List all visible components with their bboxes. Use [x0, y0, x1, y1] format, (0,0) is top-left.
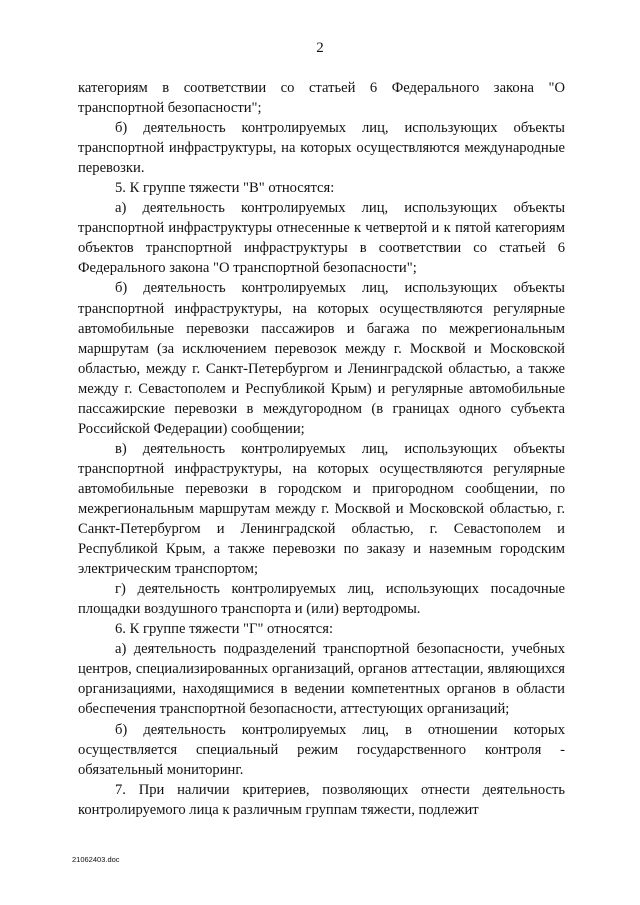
paragraph-group-v-item-g: г) деятельность контролируемых лиц, использующих посадочные площадки воздушного транспорта и (или) вертодромы.: [78, 581, 565, 618]
paragraph-group-v-heading: 5. К группе тяжести "В" относятся:: [115, 180, 335, 197]
paragraph-group-g-item-a: а) деятельность подразделений транспортной безопасности, учебных центров, специализированных организаций, органов аттестации, являющихся организациями, находящимися в ведении компетентных органов в области обеспечения транспортной безопасности, аттестующих организаций;: [78, 641, 565, 718]
page-number: 2: [316, 40, 324, 56]
paragraph-item-7: 7. При наличии критериев, позволяющих отнести деятельность контролируемого лица к различным группам тяжести, подлежит: [78, 781, 565, 818]
paragraph-continuation: категориям в соответствии со статьей 6 Федерального закона "О транспортной безопасности";: [78, 80, 565, 117]
paragraph-item-b-international: б) деятельность контролируемых лиц, использующих объекты транспортной инфраструктуры, на которых осуществляются международные перевозки.: [78, 120, 565, 177]
paragraph-group-v-item-v: в) деятельность контролируемых лиц, использующих объекты транспортной инфраструктуры, на которых осуществляются регулярные автомобильные перевозки в городском и пригородном сообщении, по межрегиональным маршрутам между г. Москвой и Московской областью, г. Санкт-Петербургом и Ленинградской областью, г. Севастополем и Республикой Крым, а также перевозки по заказу и наземным городским электрическим транспортом;: [78, 440, 565, 578]
document-body: [78, 78, 565, 820]
paragraph-group-g-item-b: б) деятельность контролируемых лиц, в отношении которых осуществляется специальный режим государственного контроля - обязательный мониторинг.: [78, 721, 565, 778]
paragraph-group-v-item-b: б) деятельность контролируемых лиц, использующих объекты транспортной инфраструктуры, на которых осуществляются регулярные автомобильные перевозки пассажиров и багажа по межрегиональным маршрутам (за исключением перевозок между г. Москвой и Московской областью, между г. Санкт-Петербургом и Ленинградской областью, а также между г. Севастополем и Республикой Крым) и регулярные автомобильные пассажирские перевозки в междугородном (в границах одного субъекта Российской Федерации) сообщении;: [78, 280, 565, 437]
paragraph-group-v-item-a: а) деятельность контролируемых лиц, использующих объекты транспортной инфраструктуры отнесенные к четвертой и к пятой категориям объектов транспортной инфраструктуры в соответствии со статьей 6 Федерального закона "О транспортной безопасности";: [78, 200, 565, 277]
paragraph-group-g-heading: 6. К группе тяжести "Г" относятся:: [115, 621, 333, 638]
document-filename-footer: 21062403.doc: [72, 855, 120, 864]
